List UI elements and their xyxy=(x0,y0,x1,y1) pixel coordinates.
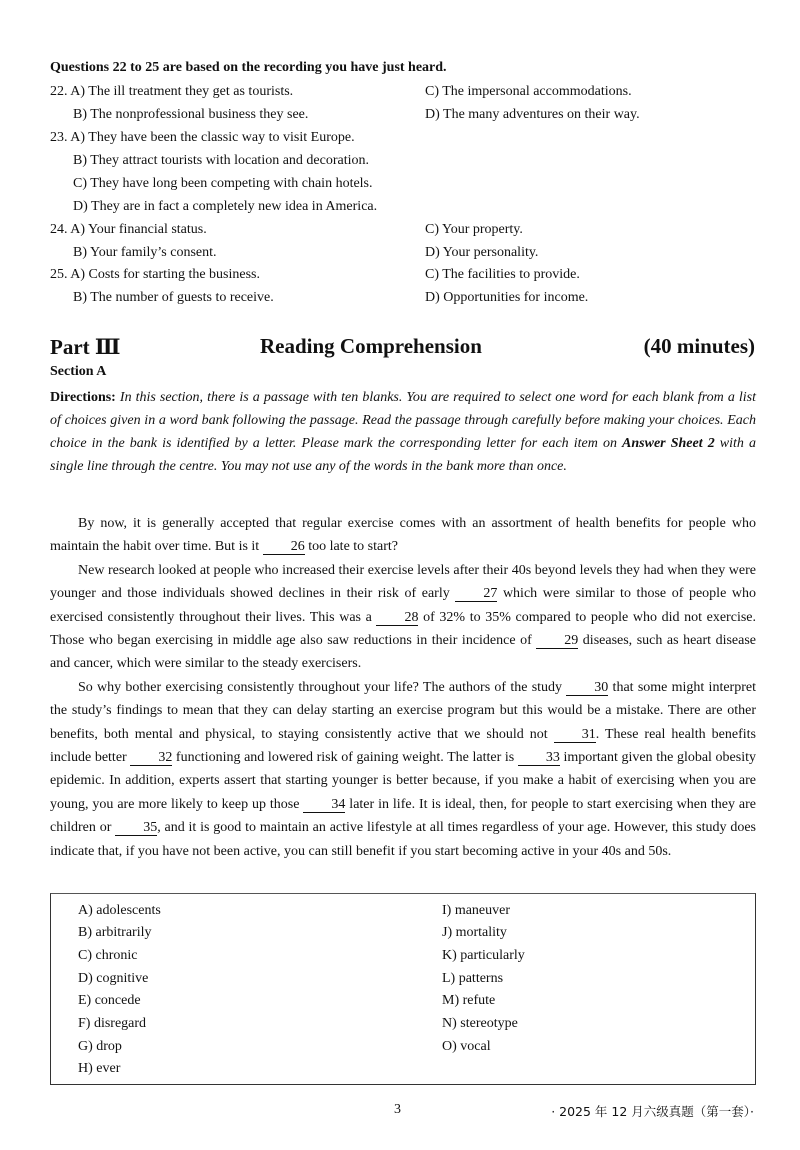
blank-27: 27 xyxy=(455,586,497,602)
bank-word-f: F) disregard xyxy=(78,1016,147,1031)
q23-option-b: B) They attract tourists with location and decoration. xyxy=(73,153,369,168)
part-label: Part Ⅲ xyxy=(50,335,121,359)
directions xyxy=(50,386,756,478)
bank-word-e: E) concede xyxy=(78,993,141,1008)
bank-word-o: O) vocal xyxy=(442,1039,491,1054)
passage-paragraph-1: By now, it is generally accepted that regular exercise comes with an assortment of health benefits for people who maintain the habit over time. But is it 26 too late to start? xyxy=(50,516,756,555)
bank-word-a: A) adolescents xyxy=(78,903,161,918)
bank-word-n: N) stereotype xyxy=(442,1016,518,1031)
blank-34: 34 xyxy=(303,797,345,813)
q24-option-b: B) Your family’s consent. xyxy=(73,245,217,260)
listening-questions-header: Questions 22 to 25 are based on the recording you have just heard. xyxy=(50,60,447,75)
blank-30: 30 xyxy=(566,680,608,696)
blank-29: 29 xyxy=(536,633,578,649)
bank-word-k: K) particularly xyxy=(442,948,525,963)
part-title: Reading Comprehension xyxy=(260,334,482,358)
directions-text-end: with a single line through the centre. You may not use any of the words in the bank more than once. xyxy=(50,436,757,474)
q23-option-c: C) They have long been competing with chain hotels. xyxy=(73,176,373,191)
bank-word-i: I) maneuver xyxy=(442,903,511,918)
blank-31: 31 xyxy=(554,727,596,743)
q25-option-d: D) Opportunities for income. xyxy=(425,290,589,305)
bank-word-d: D) cognitive xyxy=(78,971,149,986)
part-time: (40 minutes) xyxy=(643,334,755,358)
bank-word-b: B) arbitrarily xyxy=(78,925,152,940)
exam-footer-note: · 2025 年 12 月六级真题（第一套）· xyxy=(551,1104,754,1119)
q22-option-c: C) The impersonal accommodations. xyxy=(425,84,632,99)
bank-word-m: M) refute xyxy=(442,993,496,1008)
q23-option-d: D) They are in fact a completely new idea in America. xyxy=(73,199,378,214)
q24-option-d: D) Your personality. xyxy=(425,245,539,260)
bank-word-j: J) mortality xyxy=(442,925,507,940)
q24-option-a: 24. A) Your financial status. xyxy=(50,222,207,237)
q24-option-c: C) Your property. xyxy=(425,222,523,237)
blank-33: 33 xyxy=(518,750,560,766)
blank-32: 32 xyxy=(130,750,172,766)
blank-28: 28 xyxy=(376,610,418,626)
part-heading xyxy=(50,334,755,364)
directions-text: In this section, there is a passage with ten blanks. You are required to select one word for each blank from a list of choices given in a word bank following the passage. Read the passage through carefully before making your choices. Each choice in the bank is identified by a letter. Please mark the corresponding letter for each item on xyxy=(50,390,757,451)
section-title: Section A xyxy=(50,364,107,379)
blank-26: 26 xyxy=(263,539,305,555)
bank-word-c: C) chronic xyxy=(78,948,138,963)
answer-sheet-ref: Answer Sheet 2 xyxy=(622,436,715,451)
passage-paragraph-3: So why bother exercising consistently throughout your life? The authors of the study 30 that some might interpret the study’s findings to mean that they can delay starting an exercise program but this would be a mistake. There are other benefits, both mental and physical, to staying consistently active that we should not 31. These real health benefits include better 32 functioning and lowered risk of gaining weight. The latter is 33 important given the global obesity epidemic. In addition, experts assert that starting younger is better because, if you make a habit of exercising when you are young, you are more likely to keep up those 34 later in life. It is ideal, then, for people to start exercising when they are children or 35, and it is good to maintain an active lifestyle at all times regardless of your age. However, this study does indicate that, if you have not been active, you can still benefit if you start becoming active in your 40s and 50s. xyxy=(50,679,756,859)
q23-option-a: 23. A) They have been the classic way to visit Europe. xyxy=(50,130,355,145)
reading-passage xyxy=(50,512,756,863)
q25-option-c: C) The facilities to provide. xyxy=(425,267,580,282)
q22-option-a: 22. A) The ill treatment they get as tourists. xyxy=(50,84,294,99)
q22-option-b: B) The nonprofessional business they see. xyxy=(73,107,309,122)
page-number: 3 xyxy=(394,1102,401,1117)
word-bank xyxy=(50,893,756,1085)
bank-word-l: L) patterns xyxy=(442,971,504,986)
q22-option-d: D) The many adventures on their way. xyxy=(425,107,640,122)
bank-word-h: H) ever xyxy=(78,1061,121,1076)
bank-word-g: G) drop xyxy=(78,1039,122,1054)
q25-option-b: B) The number of guests to receive. xyxy=(73,290,274,305)
q25-option-a: 25. A) Costs for starting the business. xyxy=(50,267,261,282)
blank-35: 35 xyxy=(115,820,157,836)
directions-label: Directions: xyxy=(50,390,116,405)
passage-paragraph-2: New research looked at people who increased their exercise levels after their 40s beyond levels they had when they were younger and those individuals showed declines in their risk of early 27 which were similar to those of people who exercised consistently throughout their lives. This was a 28 of 32% to 35% compared to people who did not exercise. Those who began exercising in middle age also saw reductions in their incidence of 29 diseases, such as heart disease and cancer, which were similar to the steady exercisers. xyxy=(50,562,757,672)
